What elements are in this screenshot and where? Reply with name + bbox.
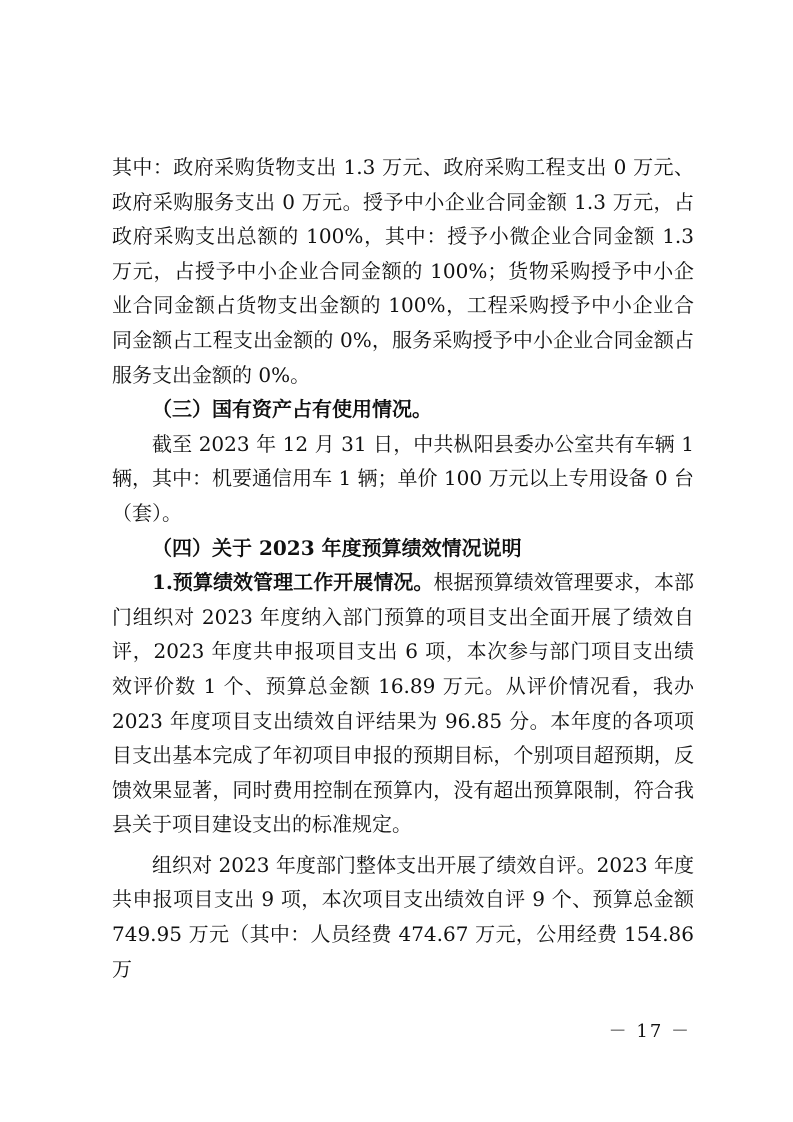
performance-management-text: 根据预算绩效管理要求，本部门组织对 2023 年度纳入部门预算的项目支出全面开展了绩效自评，2023 年度共申报项目支出 6 项，本次参与部门项目支出绩效评价数 1 个、预算总金额 16.89 万元。从评价情况看，我办 2023 年度项目支出绩效自评结果为 96.85 分。本年度的各项项目支出基本完成了年初项目申报的预期目标，个别项目超预期，反馈效果显著，同时费用控制在预算内，没有超出预算限制，符合我县关于项目建设支出的标准规定。 [112,570,694,837]
page-number: － 17 － [608,1021,691,1042]
procurement-paragraph: 其中：政府采购货物支出 1.3 万元、政府采购工程支出 0 万元、政府采购服务支出 0 万元。授予中小企业合同金额 1.3 万元，占政府采购支出总额的 100%，其中：授予小微企业合同金额 1.3 万元，占授予中小企业合同金额的 100%；货物采购授予中小企业合同金额占货物支出金额的 100%，工程采购授予中小企业合同金额占工程支出金额的 0%，服务采购授予中小企业合同金额占服务支出金额的 0%。 [112,155,694,387]
section-heading-assets: （三）国有资产占有使用情况。 [152,397,432,422]
section-heading-performance: （四）关于 2023 年度预算绩效情况说明 [152,535,522,560]
document-body [112,150,694,986]
performance-management-lead: 1.预算绩效管理工作开展情况。 [152,570,434,595]
performance-management-paragraph [112,565,694,842]
assets-paragraph: 截至 2023 年 12 月 31 日，中共枞阳县委办公室共有车辆 1 辆，其中：机要通信用车 1 辆；单价 100 万元以上专用设备 0 台（套）。 [112,431,694,525]
overall-expenditure-paragraph: 组织对 2023 年度部门整体支出开展了绩效自评。2023 年度共申报项目支出 9 项，本次项目支出绩效自评 9 个、预算总金额 749.95 万元（其中：人员经费 474.67 万元，公用经费 154.86 万 [112,852,694,981]
